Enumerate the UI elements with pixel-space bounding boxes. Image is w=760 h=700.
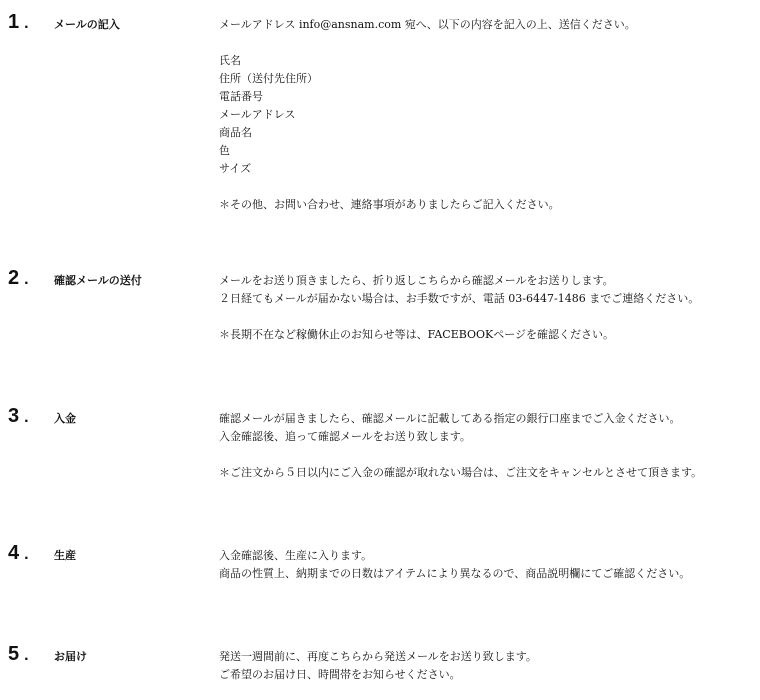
- step-title: 確認メールの送付: [54, 274, 142, 287]
- instruction-text: 入金確認後、生産に入ります。: [219, 549, 373, 562]
- instruction-text: メールアドレス info@ansnam.com 宛へ、以下の内容を記入の上、送信ください。: [219, 18, 636, 31]
- step-title: お届け: [54, 650, 87, 663]
- step-title: 生産: [54, 549, 76, 562]
- instruction-text: メールをお送り頂きましたら、折り返しこちらから確認メールをお送りします。: [219, 274, 614, 287]
- step-body: [219, 547, 759, 583]
- step-title: 入金: [54, 412, 76, 425]
- step-number: 3 .: [8, 405, 29, 427]
- note-text: ＊長期不在など稼働休止のお知らせ等は、FACEBOOKページを確認ください。: [219, 328, 615, 341]
- field-product-name: 商品名: [219, 126, 252, 139]
- step-body: [219, 272, 759, 344]
- instruction-text: ２日経てもメールが届かない場合は、お手数ですが、電話 03-6447-1486 までご連絡ください。: [219, 292, 700, 305]
- instruction-text: 発送一週間前に、再度こちらから発送メールをお送り致します。: [219, 650, 537, 663]
- field-email: メールアドレス: [219, 108, 296, 121]
- step-body: [219, 16, 759, 214]
- field-size: サイズ: [219, 162, 252, 175]
- field-name: 氏名: [219, 54, 241, 67]
- instruction-text: 入金確認後、追って確認メールをお送り致します。: [219, 430, 471, 443]
- step-number: 2 .: [8, 267, 29, 289]
- step-number: 4 .: [8, 542, 29, 564]
- step-body: [219, 410, 759, 482]
- instruction-text: 商品の性質上、納期までの日数はアイテムにより異なるので、商品説明欄にてご確認ください。: [219, 567, 691, 580]
- note-text: ＊ご注文から５日以内にご入金の確認が取れない場合は、ご注文をキャンセルとさせて頂きます。: [219, 466, 703, 479]
- note-text: ＊その他、お問い合わせ、連絡事項がありましたらご記入ください。: [219, 198, 560, 211]
- instruction-text: ご希望のお届け日、時間帯をお知らせください。: [219, 668, 461, 681]
- step-number: 5 .: [8, 643, 29, 665]
- instruction-text: 確認メールが届きましたら、確認メールに記載してある指定の銀行口座までご入金ください。: [219, 412, 681, 425]
- field-color: 色: [219, 144, 230, 157]
- field-address: 住所（送付先住所）: [219, 72, 318, 85]
- field-phone: 電話番号: [219, 90, 263, 103]
- step-number: 1 .: [8, 11, 29, 33]
- step-body: [219, 648, 759, 684]
- step-title: メールの記入: [54, 18, 120, 31]
